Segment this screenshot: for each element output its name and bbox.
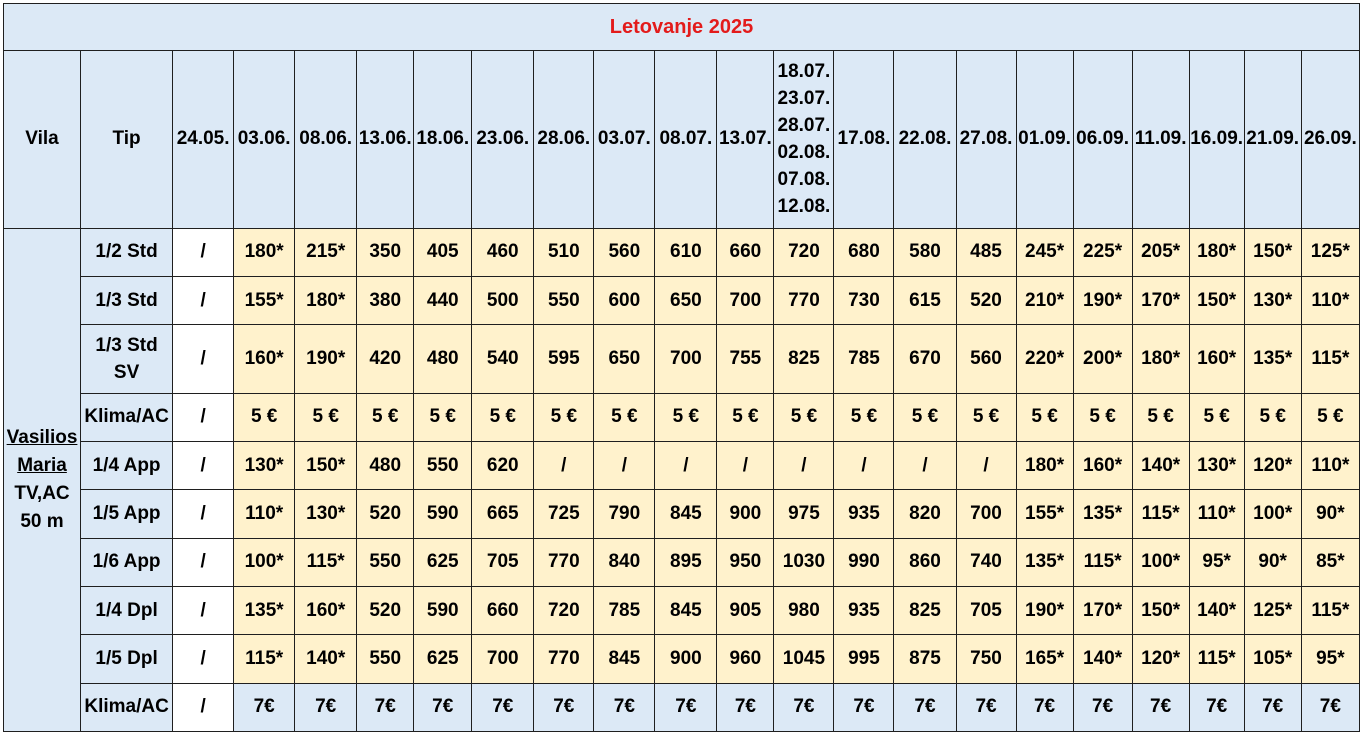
- price-cell: 7€: [1016, 683, 1073, 731]
- price-cell: 130*: [295, 490, 357, 538]
- price-cell: 125*: [1301, 228, 1359, 276]
- price-cell: 720: [774, 228, 834, 276]
- price-cell: 115*: [234, 635, 295, 683]
- price-cell: 620: [472, 441, 534, 489]
- price-cell: 190*: [1016, 586, 1073, 634]
- table-row: [4, 635, 1360, 683]
- price-cell: 110*: [1301, 276, 1359, 324]
- price-cell: 595: [534, 325, 594, 393]
- price-cell: 730: [834, 276, 894, 324]
- price-cell: 700: [956, 490, 1016, 538]
- vila-name-line[interactable]: Maria: [17, 454, 67, 476]
- price-cell: /: [717, 441, 774, 489]
- price-cell: 135*: [234, 586, 295, 634]
- price-cell: 180*: [1016, 441, 1073, 489]
- price-cell: 785: [834, 325, 894, 393]
- price-cell: 770: [534, 538, 594, 586]
- price-cell: 7€: [1189, 683, 1244, 731]
- price-cell: 170*: [1132, 276, 1189, 324]
- room-type-line: 1/3 Std: [95, 334, 158, 356]
- price-cell: 700: [472, 635, 534, 683]
- table-row: [4, 490, 1360, 538]
- price-cell: 995: [834, 635, 894, 683]
- price-cell-na: /: [173, 228, 234, 276]
- price-cell: 550: [357, 538, 414, 586]
- price-cell: 900: [717, 490, 774, 538]
- price-cell: 5 €: [956, 393, 1016, 441]
- price-cell: /: [834, 441, 894, 489]
- price-cell-na: /: [173, 538, 234, 586]
- room-type: [81, 325, 173, 393]
- price-cell: 845: [655, 490, 717, 538]
- price-cell: 160*: [295, 586, 357, 634]
- price-cell: /: [774, 441, 834, 489]
- price-cell: 115*: [1132, 490, 1189, 538]
- price-cell: 705: [472, 538, 534, 586]
- price-cell: 405: [414, 228, 472, 276]
- header-date: 28.06.: [534, 51, 594, 228]
- price-cell: 560: [594, 228, 655, 276]
- price-cell: 120*: [1132, 635, 1189, 683]
- price-cell: 350: [357, 228, 414, 276]
- price-cell: 520: [357, 586, 414, 634]
- price-cell: 5 €: [594, 393, 655, 441]
- price-cell: 85*: [1301, 538, 1359, 586]
- header-date: 21.09.: [1244, 51, 1301, 228]
- price-cell: 1045: [774, 635, 834, 683]
- price-cell: 5 €: [1132, 393, 1189, 441]
- price-cell: 935: [834, 586, 894, 634]
- price-cell: 845: [655, 586, 717, 634]
- header-date-line: 07.08.: [777, 169, 831, 191]
- price-cell: 610: [655, 228, 717, 276]
- header-date: 24.05.: [173, 51, 234, 228]
- price-cell: 140*: [1189, 586, 1244, 634]
- price-cell: 905: [717, 586, 774, 634]
- price-cell: 440: [414, 276, 472, 324]
- price-cell: 660: [472, 586, 534, 634]
- price-cell: 225*: [1073, 228, 1132, 276]
- price-cell: 105*: [1244, 635, 1301, 683]
- price-cell: 165*: [1016, 635, 1073, 683]
- price-cell: 5 €: [1301, 393, 1359, 441]
- price-cell: 1030: [774, 538, 834, 586]
- header-date: 08.06.: [295, 51, 357, 228]
- header-vila: Vila: [4, 51, 81, 228]
- price-cell: 7€: [834, 683, 894, 731]
- price-cell: 840: [594, 538, 655, 586]
- room-type: 1/5 App: [81, 490, 173, 538]
- price-cell: 7€: [1301, 683, 1359, 731]
- price-cell: 5 €: [774, 393, 834, 441]
- price-cell: 950: [717, 538, 774, 586]
- price-cell: 5 €: [234, 393, 295, 441]
- price-cell: 700: [655, 325, 717, 393]
- price-cell: 480: [357, 441, 414, 489]
- price-cell: 7€: [774, 683, 834, 731]
- price-cell: 665: [472, 490, 534, 538]
- price-cell: 590: [414, 490, 472, 538]
- price-cell: 980: [774, 586, 834, 634]
- price-cell: 7€: [1132, 683, 1189, 731]
- table-row: [4, 586, 1360, 634]
- header-date: 11.09.: [1132, 51, 1189, 228]
- price-cell: 845: [594, 635, 655, 683]
- price-cell: 510: [534, 228, 594, 276]
- price-cell: 120*: [1244, 441, 1301, 489]
- header-date: 17.08.: [834, 51, 894, 228]
- price-cell: 785: [594, 586, 655, 634]
- price-cell: 170*: [1073, 586, 1132, 634]
- room-type: 1/3 Std: [81, 276, 173, 324]
- room-type-line: SV: [113, 361, 140, 383]
- price-cell: 895: [655, 538, 717, 586]
- price-cell: 115*: [1189, 635, 1244, 683]
- price-cell: 155*: [1016, 490, 1073, 538]
- price-cell: 5 €: [1244, 393, 1301, 441]
- header-date-range: [774, 51, 834, 228]
- price-cell: 975: [774, 490, 834, 538]
- price-cell: 5 €: [414, 393, 472, 441]
- price-cell: 140*: [1073, 635, 1132, 683]
- price-cell: 380: [357, 276, 414, 324]
- price-cell: 190*: [295, 325, 357, 393]
- price-cell: 420: [357, 325, 414, 393]
- header-date-line: 02.08.: [777, 142, 831, 164]
- price-cell: 600: [594, 276, 655, 324]
- table-row: [4, 393, 1360, 441]
- table-row: [4, 325, 1360, 393]
- price-cell-na: /: [173, 683, 234, 731]
- price-cell: 245*: [1016, 228, 1073, 276]
- room-type: Klima/AC: [81, 683, 173, 731]
- price-cell: 5 €: [534, 393, 594, 441]
- price-cell: 180*: [1132, 325, 1189, 393]
- price-cell: 115*: [1301, 325, 1359, 393]
- price-cell: 7€: [594, 683, 655, 731]
- price-cell: 900: [655, 635, 717, 683]
- price-cell: 125*: [1244, 586, 1301, 634]
- price-cell: 650: [594, 325, 655, 393]
- price-cell: 990: [834, 538, 894, 586]
- price-cell: 7€: [414, 683, 472, 731]
- price-cell: 7€: [717, 683, 774, 731]
- price-cell: 480: [414, 325, 472, 393]
- price-cell: 770: [534, 635, 594, 683]
- price-cell: 150*: [1132, 586, 1189, 634]
- price-cell: /: [956, 441, 1016, 489]
- header-date: 01.09.: [1016, 51, 1073, 228]
- price-cell: 110*: [1301, 441, 1359, 489]
- price-cell: 5 €: [1016, 393, 1073, 441]
- price-cell: 7€: [357, 683, 414, 731]
- price-cell: 150*: [295, 441, 357, 489]
- price-cell: 5 €: [295, 393, 357, 441]
- price-cell: 7€: [295, 683, 357, 731]
- price-cell: 110*: [234, 490, 295, 538]
- price-cell-na: /: [173, 325, 234, 393]
- price-cell: 960: [717, 635, 774, 683]
- price-cell: 7€: [956, 683, 1016, 731]
- price-cell: 190*: [1073, 276, 1132, 324]
- price-cell: 500: [472, 276, 534, 324]
- room-type: 1/6 App: [81, 538, 173, 586]
- price-cell-na: /: [173, 441, 234, 489]
- price-cell: 210*: [1016, 276, 1073, 324]
- price-cell: 150*: [1189, 276, 1244, 324]
- price-cell: 550: [534, 276, 594, 324]
- header-date: 26.09.: [1301, 51, 1359, 228]
- price-cell: 520: [357, 490, 414, 538]
- vila-cell: [4, 228, 81, 731]
- vila-amenities: TV,AC: [14, 482, 70, 504]
- price-cell: 180*: [234, 228, 295, 276]
- price-cell: 7€: [1073, 683, 1132, 731]
- price-cell: 220*: [1016, 325, 1073, 393]
- price-cell: 820: [894, 490, 956, 538]
- table-row: [4, 276, 1360, 324]
- price-cell: 720: [534, 586, 594, 634]
- price-cell: 540: [472, 325, 534, 393]
- price-cell: 7€: [234, 683, 295, 731]
- price-cell: 135*: [1073, 490, 1132, 538]
- price-cell: 130*: [234, 441, 295, 489]
- price-cell: 90*: [1244, 538, 1301, 586]
- price-cell: 215*: [295, 228, 357, 276]
- header-date: 27.08.: [956, 51, 1016, 228]
- price-cell: 5 €: [1189, 393, 1244, 441]
- price-cell: 7€: [655, 683, 717, 731]
- header-tip: Tip: [81, 51, 173, 228]
- price-cell: 825: [894, 586, 956, 634]
- price-cell: 750: [956, 635, 1016, 683]
- room-type: 1/5 Dpl: [81, 635, 173, 683]
- room-type: 1/4 App: [81, 441, 173, 489]
- header-date: 13.06.: [357, 51, 414, 228]
- price-cell: 790: [594, 490, 655, 538]
- room-type: 1/2 Std: [81, 228, 173, 276]
- price-cell: 7€: [472, 683, 534, 731]
- price-cell: 180*: [295, 276, 357, 324]
- header-date: 13.07.: [717, 51, 774, 228]
- price-cell: 5 €: [717, 393, 774, 441]
- header-date: 06.09.: [1073, 51, 1132, 228]
- price-cell: 875: [894, 635, 956, 683]
- page-title: Letovanje 2025: [4, 4, 1360, 51]
- price-table: [3, 3, 1360, 732]
- price-cell: 135*: [1016, 538, 1073, 586]
- price-cell: 7€: [1244, 683, 1301, 731]
- price-cell: 590: [414, 586, 472, 634]
- price-cell: 560: [956, 325, 1016, 393]
- price-cell: 160*: [234, 325, 295, 393]
- price-cell: 115*: [1073, 538, 1132, 586]
- price-cell: 520: [956, 276, 1016, 324]
- price-cell: 740: [956, 538, 1016, 586]
- price-cell-na: /: [173, 635, 234, 683]
- price-cell: 5 €: [894, 393, 956, 441]
- header-date: 03.07.: [594, 51, 655, 228]
- price-cell: 90*: [1301, 490, 1359, 538]
- header-date: 03.06.: [234, 51, 295, 228]
- price-cell: 180*: [1189, 228, 1244, 276]
- header-date-line: 23.07.: [777, 88, 831, 110]
- price-cell: 935: [834, 490, 894, 538]
- price-cell: 100*: [1132, 538, 1189, 586]
- price-cell: 5 €: [834, 393, 894, 441]
- price-cell: 130*: [1244, 276, 1301, 324]
- header-date-line: 12.08.: [777, 196, 831, 218]
- room-type: Klima/AC: [81, 393, 173, 441]
- price-cell: /: [894, 441, 956, 489]
- price-cell: 5 €: [472, 393, 534, 441]
- price-cell-na: /: [173, 586, 234, 634]
- price-cell: 625: [414, 635, 472, 683]
- price-cell: 860: [894, 538, 956, 586]
- price-cell: 160*: [1073, 441, 1132, 489]
- price-cell: 660: [717, 228, 774, 276]
- price-cell: 160*: [1189, 325, 1244, 393]
- table-row: [4, 228, 1360, 276]
- price-cell: 115*: [295, 538, 357, 586]
- price-cell: 7€: [894, 683, 956, 731]
- header-date: 18.06.: [414, 51, 472, 228]
- header-date: 16.09.: [1189, 51, 1244, 228]
- header-date: 08.07.: [655, 51, 717, 228]
- price-cell: 200*: [1073, 325, 1132, 393]
- header-date: 23.06.: [472, 51, 534, 228]
- price-cell: 135*: [1244, 325, 1301, 393]
- price-cell: /: [594, 441, 655, 489]
- price-cell: 825: [774, 325, 834, 393]
- price-cell: 725: [534, 490, 594, 538]
- price-cell: 100*: [234, 538, 295, 586]
- price-cell: 625: [414, 538, 472, 586]
- vila-name-line[interactable]: Vasilios: [6, 426, 78, 448]
- price-cell: 100*: [1244, 490, 1301, 538]
- price-cell: 485: [956, 228, 1016, 276]
- header-date-line: 18.07.: [777, 61, 831, 83]
- price-cell: 5 €: [1073, 393, 1132, 441]
- header-date: 22.08.: [894, 51, 956, 228]
- price-cell: 755: [717, 325, 774, 393]
- table-row: [4, 683, 1360, 731]
- price-cell: 140*: [295, 635, 357, 683]
- price-cell: 130*: [1189, 441, 1244, 489]
- price-cell: 205*: [1132, 228, 1189, 276]
- price-cell: /: [655, 441, 717, 489]
- price-cell: 460: [472, 228, 534, 276]
- price-cell: 140*: [1132, 441, 1189, 489]
- price-cell: 115*: [1301, 586, 1359, 634]
- price-cell: 550: [414, 441, 472, 489]
- price-cell: 5 €: [655, 393, 717, 441]
- price-cell-na: /: [173, 490, 234, 538]
- table-row: [4, 441, 1360, 489]
- price-cell-na: /: [173, 393, 234, 441]
- price-cell: 705: [956, 586, 1016, 634]
- price-cell: 650: [655, 276, 717, 324]
- price-cell: 7€: [534, 683, 594, 731]
- price-cell: 95*: [1189, 538, 1244, 586]
- price-cell: 110*: [1189, 490, 1244, 538]
- price-cell: /: [534, 441, 594, 489]
- table-row: [4, 538, 1360, 586]
- price-cell: 95*: [1301, 635, 1359, 683]
- price-cell: 615: [894, 276, 956, 324]
- header-date-line: 28.07.: [777, 115, 831, 137]
- price-cell: 550: [357, 635, 414, 683]
- price-cell: 5 €: [357, 393, 414, 441]
- price-cell: 680: [834, 228, 894, 276]
- price-cell-na: /: [173, 276, 234, 324]
- price-cell: 670: [894, 325, 956, 393]
- price-cell: 155*: [234, 276, 295, 324]
- room-type: 1/4 Dpl: [81, 586, 173, 634]
- price-cell: 770: [774, 276, 834, 324]
- price-cell: 580: [894, 228, 956, 276]
- price-cell: 700: [717, 276, 774, 324]
- price-cell: 150*: [1244, 228, 1301, 276]
- vila-distance: 50 m: [20, 510, 64, 532]
